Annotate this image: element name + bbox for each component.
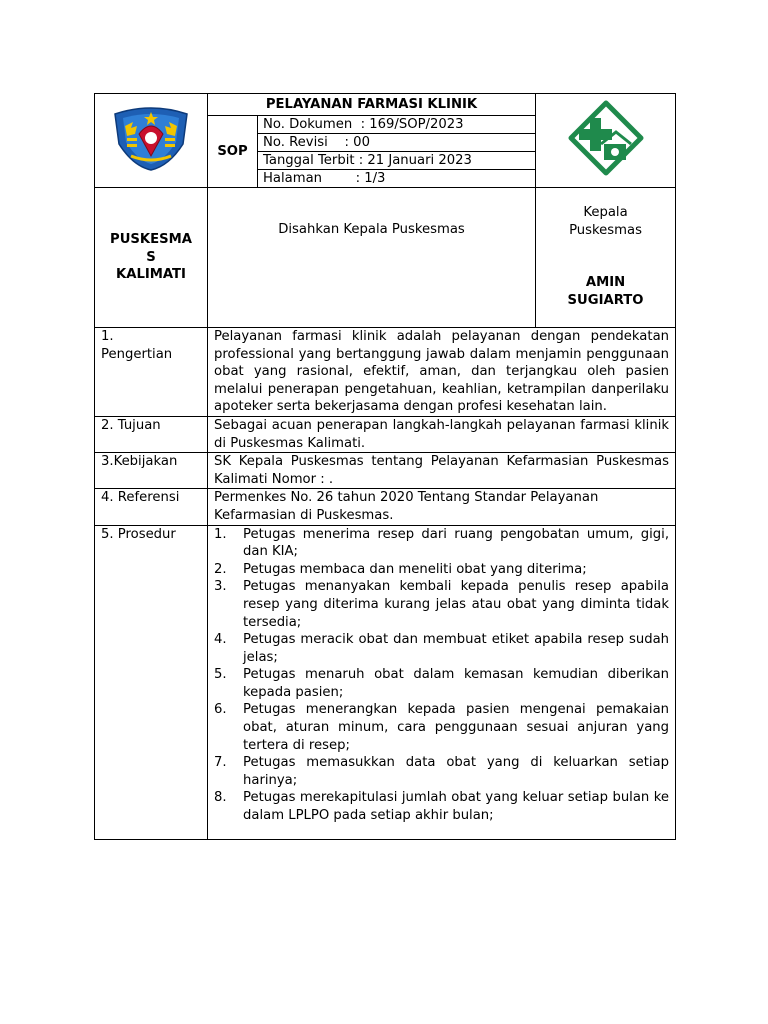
step-text: Petugas membaca dan meneliti obat yang diterima; (243, 561, 587, 577)
step-number: 2. (214, 561, 227, 577)
section-label-pengertian (95, 328, 208, 417)
section-label-kebijakan: 3.Kebijakan (95, 453, 208, 489)
sop-document-table (94, 93, 676, 840)
procedure-step-list (214, 526, 669, 825)
sop-label: SOP (208, 116, 258, 188)
step-text: Petugas merekapitulasi jumlah obat yang keluar setiap bulan ke dalam LPLPO pada setiap akhir bulan; (243, 790, 670, 824)
org-line-1: PUSKESMA (110, 232, 192, 248)
document-meta-cell (258, 116, 536, 188)
puskesmas-logo-cell (536, 94, 676, 188)
position-line-2: Puskesmas (569, 222, 642, 238)
section-steps-prosedur (208, 525, 676, 839)
step-number: 3. (214, 579, 227, 595)
position-line-1: Kepala (583, 205, 628, 220)
signatory-name-line-1: AMIN (585, 275, 626, 291)
label-line-2: Pengertian (101, 346, 173, 362)
step-text: Petugas menerima resep dari ruang pengobatan umum, gigi, dan KIA; (243, 526, 670, 560)
step-text: Petugas menerangkan kepada pasien mengenai pemakaian obat, aturan minum, cara penggunaan sesuai anjuran yang tertera di resep; (243, 702, 670, 753)
document-meta-table (258, 116, 535, 187)
org-line-3: KALIMATI (116, 267, 186, 283)
step-number: 4. (214, 632, 227, 648)
step-number: 1. (214, 526, 227, 542)
procedure-step (214, 701, 669, 754)
section-label-prosedur: 5. Prosedur (95, 525, 208, 839)
step-number: 8. (214, 790, 227, 806)
procedure-step (214, 666, 669, 701)
signatory-name-line-2: SUGIARTO (567, 292, 644, 308)
procedure-step (214, 578, 669, 631)
procedure-step (214, 789, 669, 824)
document-number: No. Dokumen : 169/SOP/2023 (258, 116, 535, 134)
step-text: Petugas meracik obat dan membuat etiket apabila resep sudah jelas; (243, 632, 670, 665)
issue-date: Tanggal Terbit : 21 Januari 2023 (258, 152, 535, 170)
procedure-step (214, 526, 669, 561)
approval-statement: Disahkan Kepala Puskesmas (278, 222, 465, 237)
sop-title: PELAYANAN FARMASI KLINIK (208, 94, 536, 116)
section-text-pengertian: Pelayanan farmasi klinik adalah pelayanan dengan pendekatan professional yang bertanggung jawab dalam menjamin penggunaan obat yang rasional, efektif, aman, dan terjangkau oleh pasien melalui penerapan pengetahuan, keahlian, ketrampilan danperilaku apoteker serta bekerjasama dengan profesi kesehatan lain. (208, 328, 676, 417)
step-text: Petugas menanyakan kembali kepada penulis resep apabila resep yang diterima kurang jelas atau obat yang diminta tidak tersedia; (243, 579, 670, 630)
signatory-cell (536, 188, 676, 328)
step-text: Petugas menaruh obat dalam kemasan kemudian diberikan kepada pasien; (243, 667, 670, 700)
organization-name (95, 188, 208, 328)
procedure-step (214, 561, 669, 579)
section-label-referensi: 4. Referensi (95, 489, 208, 525)
revision-number: No. Revisi : 00 (258, 134, 535, 152)
section-text-tujuan: Sebagai acuan penerapan langkah-langkah pelayanan farmasi klinik di Puskesmas Kalimati. (208, 416, 676, 452)
step-text: Petugas memasukkan data obat yang di keluarkan setiap harinya; (243, 755, 670, 788)
page-number: Halaman : 1/3 (263, 171, 386, 186)
section-label-tujuan: 2. Tujuan (95, 416, 208, 452)
step-number: 7. (214, 755, 227, 771)
step-number: 5. (214, 667, 227, 683)
puskesmas-logo-icon (568, 100, 644, 176)
section-text-kebijakan: SK Kepala Puskesmas tentang Pelayanan Kefarmasian Puskesmas Kalimati Nomor : . (208, 453, 676, 489)
label-line-1: 1. (101, 329, 114, 344)
approval-statement-cell (208, 188, 536, 328)
step-number: 6. (214, 702, 227, 718)
section-text-referensi: Permenkes No. 26 tahun 2020 Tentang Standar Pelayanan Kefarmasian di Puskesmas. (208, 489, 676, 525)
procedure-step (214, 631, 669, 666)
org-line-2: S (146, 249, 156, 265)
procedure-step (214, 754, 669, 789)
regency-logo-cell (95, 94, 208, 188)
regency-emblem-icon (109, 104, 193, 172)
